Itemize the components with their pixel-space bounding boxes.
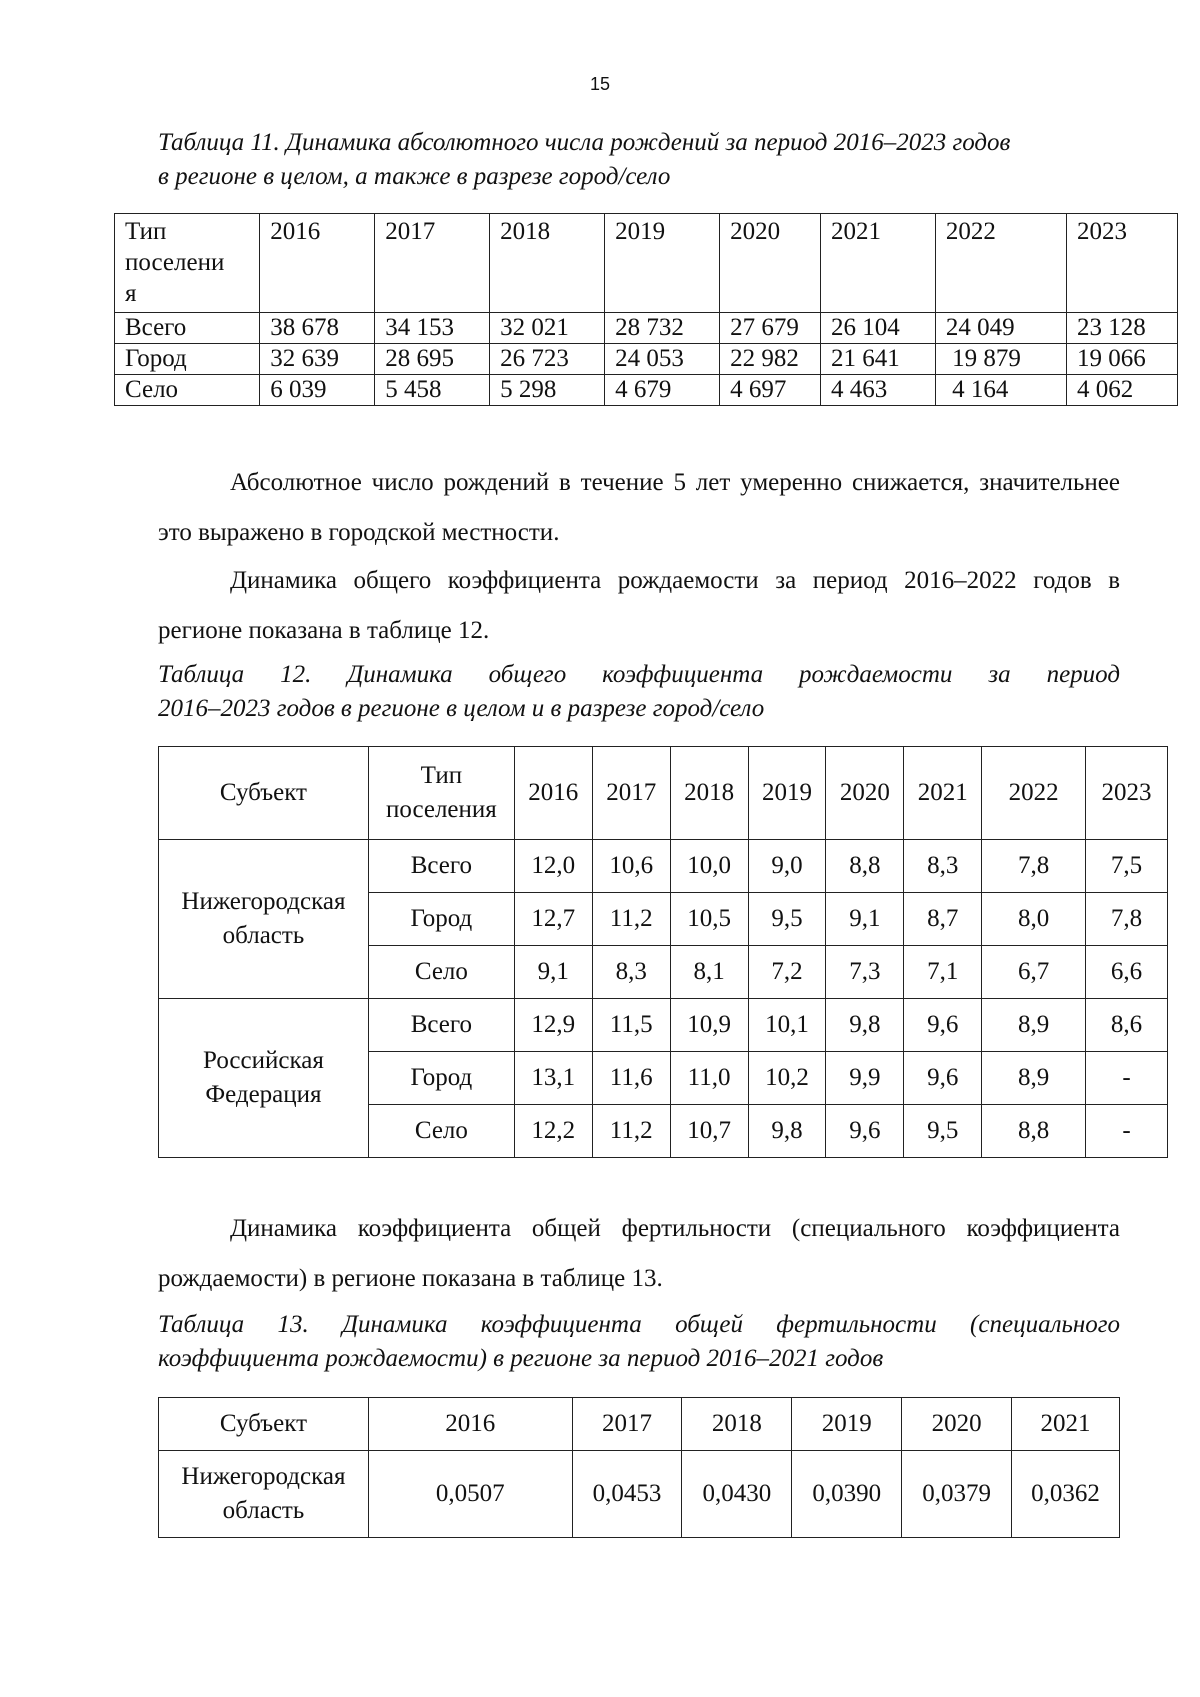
table11-cell: 24 049 <box>935 313 1066 344</box>
table12-cell: 8,6 <box>1086 999 1168 1052</box>
table12-header-cell: 2018 <box>670 747 748 840</box>
page-number: 15 <box>589 74 611 94</box>
table11-cell: 26 723 <box>490 344 605 375</box>
table12-header-cell: 2019 <box>748 747 826 840</box>
table11-cell: 4 463 <box>820 375 935 406</box>
table12-cell: 8,1 <box>670 946 748 999</box>
table12-cell: 8,3 <box>592 946 670 999</box>
table11-caption-line1: Таблица 11. Динамика абсолютного числа рождений за период 2016–2023 годов <box>158 129 1011 156</box>
table12-cell: 11,0 <box>670 1052 748 1105</box>
table11-caption-line2: в регионе в целом, а также в разрезе город/село <box>158 163 671 190</box>
table12-cell: 8,7 <box>904 893 982 946</box>
table12-cell: 11,5 <box>592 999 670 1052</box>
table11-cell: 32 021 <box>490 313 605 344</box>
table-row <box>115 313 1178 344</box>
table12-cell: Всего <box>368 999 514 1052</box>
table12-header-cell: Тип поселения <box>368 747 514 840</box>
table11-cell: 4 679 <box>605 375 720 406</box>
table12-cell: 10,0 <box>670 840 748 893</box>
table12-cell: 10,6 <box>592 840 670 893</box>
table12-cell: - <box>1086 1105 1168 1158</box>
table12-cell: 8,9 <box>982 999 1086 1052</box>
table11-header-row <box>115 214 1178 313</box>
paragraph-2-text: Динамика общего коэффициента рождаемости за период 2016–2022 годов в регионе показана в таблице 12. <box>158 567 1120 644</box>
table-row <box>159 1451 1120 1538</box>
table12-header-cell: 2022 <box>982 747 1086 840</box>
table13-header-cell: 2018 <box>682 1398 792 1451</box>
table12-cell: 13,1 <box>514 1052 592 1105</box>
table11-cell: 32 639 <box>260 344 375 375</box>
table11-header-cell: 2021 <box>820 214 935 313</box>
table11-cell: 6 039 <box>260 375 375 406</box>
table13-header-cell: 2021 <box>1012 1398 1120 1451</box>
table12-cell: - <box>1086 1052 1168 1105</box>
table12-cell: 9,8 <box>748 1105 826 1158</box>
table11-cell: 23 128 <box>1067 313 1178 344</box>
table12-cell: 9,5 <box>748 893 826 946</box>
table13-header-cell: 2016 <box>368 1398 572 1451</box>
table11-cell: 5 458 <box>375 375 490 406</box>
table13-header-cell: 2019 <box>792 1398 902 1451</box>
table12-cell: 8,8 <box>826 840 904 893</box>
table12-cell: 12,2 <box>514 1105 592 1158</box>
table11-cell: 5 298 <box>490 375 605 406</box>
table12-cell: Село <box>368 1105 514 1158</box>
table11-cell: 21 641 <box>820 344 935 375</box>
table12-header-row <box>159 747 1168 840</box>
table12-cell: 11,6 <box>592 1052 670 1105</box>
table12-cell: 12,7 <box>514 893 592 946</box>
table11-cell: 38 678 <box>260 313 375 344</box>
table11-header-cell <box>115 214 260 313</box>
table11-cell: 4 697 <box>720 375 821 406</box>
table12-cell: 9,6 <box>904 999 982 1052</box>
table12-cell: 7,5 <box>1086 840 1168 893</box>
table11-cell: 4 062 <box>1067 375 1178 406</box>
table11-header-cell: 2016 <box>260 214 375 313</box>
table12-header-cell: 2016 <box>514 747 592 840</box>
table12-cell: 8,8 <box>982 1105 1086 1158</box>
table13-header-cell: 2017 <box>572 1398 682 1451</box>
table12-header-cell: Субъект <box>159 747 369 840</box>
table12-cell: 11,2 <box>592 1105 670 1158</box>
table12-cell: Город <box>368 1052 514 1105</box>
table12-caption <box>158 658 1120 726</box>
table12-cell: 9,9 <box>826 1052 904 1105</box>
table11-header-cell: 2017 <box>375 214 490 313</box>
table12-cell: 10,5 <box>670 893 748 946</box>
table-row <box>159 999 1168 1052</box>
table12-cell: 7,2 <box>748 946 826 999</box>
table12-header-cell: 2020 <box>826 747 904 840</box>
table12-subject-cell: Российская Федерация <box>159 999 369 1158</box>
table11-cell: 26 104 <box>820 313 935 344</box>
table11-cell: Всего <box>115 313 260 344</box>
table11-cell: Село <box>115 375 260 406</box>
table13-cell: 0,0430 <box>682 1451 792 1538</box>
table12-cell: 8,9 <box>982 1052 1086 1105</box>
table13-cell: 0,0362 <box>1012 1451 1120 1538</box>
table12-caption-line2: 2016–2023 годов в регионе в целом и в разрезе город/село <box>158 695 765 722</box>
table12-cell: 9,0 <box>748 840 826 893</box>
table12-cell: 10,7 <box>670 1105 748 1158</box>
table11-cell: 24 053 <box>605 344 720 375</box>
table13-header-cell: Субъект <box>159 1398 369 1451</box>
table13-cell: Нижегородская область <box>159 1451 369 1538</box>
table11 <box>114 213 1178 406</box>
table-row <box>159 840 1168 893</box>
table12-cell: Всего <box>368 840 514 893</box>
paragraph-1-text: Абсолютное число рождений в течение 5 лет умеренно снижается, значительнее это выражено в городской местности. <box>158 469 1120 546</box>
table12-cell: Село <box>368 946 514 999</box>
table11-header-cell: 2018 <box>490 214 605 313</box>
table12-header-cell: 2017 <box>592 747 670 840</box>
table11-cell: 34 153 <box>375 313 490 344</box>
table11-cell: 28 695 <box>375 344 490 375</box>
table12-cell: 6,7 <box>982 946 1086 999</box>
table-row <box>115 375 1178 406</box>
table12-cell: 9,5 <box>904 1105 982 1158</box>
table13-caption-line1: Таблица 13. Динамика коэффициента общей фертильности (специального <box>158 1311 1120 1338</box>
table-row <box>115 344 1178 375</box>
paragraph-1 <box>158 458 1120 558</box>
table12-cell: 12,9 <box>514 999 592 1052</box>
paragraph-3-text: Динамика коэффициента общей фертильности (специального коэффициента рождаемости) в регионе показана в таблице 13. <box>158 1215 1120 1292</box>
table13-cell: 0,0507 <box>368 1451 572 1538</box>
table12-cell: 9,6 <box>904 1052 982 1105</box>
table11-cell: 19 066 <box>1067 344 1178 375</box>
table12-cell: 9,1 <box>826 893 904 946</box>
table12-header-cell: 2021 <box>904 747 982 840</box>
table11-header-line: я <box>125 280 137 307</box>
table12-header-cell: 2023 <box>1086 747 1168 840</box>
table13-caption <box>158 1308 1120 1376</box>
table11-header-cell: 2023 <box>1067 214 1178 313</box>
table12-cell: 9,6 <box>826 1105 904 1158</box>
table12-cell: 7,3 <box>826 946 904 999</box>
table12-subject-cell: Нижегородская область <box>159 840 369 999</box>
table13-header-row <box>159 1398 1120 1451</box>
paragraph-3 <box>158 1204 1120 1304</box>
table12-cell: 8,3 <box>904 840 982 893</box>
table11-cell: 22 982 <box>720 344 821 375</box>
table12-cell: 12,0 <box>514 840 592 893</box>
table11-header-cell: 2019 <box>605 214 720 313</box>
paragraph-2 <box>158 556 1120 656</box>
table11-header-cell: 2020 <box>720 214 821 313</box>
table12-cell: Город <box>368 893 514 946</box>
table13-caption-line2: коэффициента рождаемости) в регионе за период 2016–2021 годов <box>158 1345 884 1372</box>
table12-cell: 9,8 <box>826 999 904 1052</box>
table11-header-cell: 2022 <box>935 214 1066 313</box>
table12-cell: 10,2 <box>748 1052 826 1105</box>
table12-cell: 7,8 <box>982 840 1086 893</box>
table12 <box>158 746 1168 1158</box>
table11-header-line: Тип <box>125 218 167 245</box>
table11-header-line: поселени <box>125 249 225 276</box>
table12-cell: 7,1 <box>904 946 982 999</box>
table11-cell: 19 879 <box>935 344 1066 375</box>
table11-cell: 27 679 <box>720 313 821 344</box>
table11-caption <box>158 126 1120 194</box>
table12-cell: 10,9 <box>670 999 748 1052</box>
table11-cell: Город <box>115 344 260 375</box>
table11-cell: 28 732 <box>605 313 720 344</box>
table12-cell: 6,6 <box>1086 946 1168 999</box>
table13-header-cell: 2020 <box>902 1398 1012 1451</box>
table13-cell: 0,0390 <box>792 1451 902 1538</box>
table13 <box>158 1397 1120 1538</box>
table13-cell: 0,0453 <box>572 1451 682 1538</box>
table12-cell: 11,2 <box>592 893 670 946</box>
table12-cell: 10,1 <box>748 999 826 1052</box>
table12-cell: 7,8 <box>1086 893 1168 946</box>
table12-cell: 8,0 <box>982 893 1086 946</box>
table11-cell: 4 164 <box>935 375 1066 406</box>
table12-cell: 9,1 <box>514 946 592 999</box>
table12-caption-line1: Таблица 12. Динамика общего коэффициента рождаемости за период <box>158 661 1120 688</box>
table13-cell: 0,0379 <box>902 1451 1012 1538</box>
